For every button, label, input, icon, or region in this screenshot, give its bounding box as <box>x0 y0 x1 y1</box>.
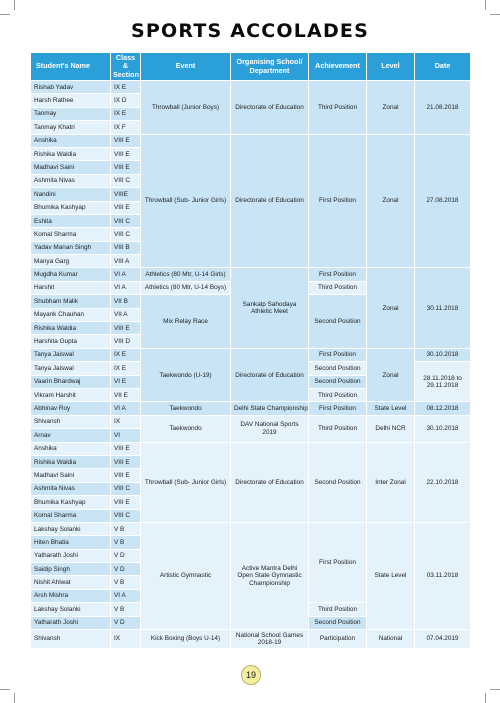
class-section: VI A <box>111 281 141 294</box>
table-row <box>31 134 471 147</box>
class-section: VI A <box>111 402 141 415</box>
student-name: Saidip Singh <box>31 563 111 576</box>
class-section: VIII E <box>111 134 141 147</box>
header-level: Level <box>367 53 415 81</box>
class-section: VI A <box>111 589 141 602</box>
crop-mark <box>485 0 486 10</box>
achievement-cell: Second Position <box>309 295 367 349</box>
class-section: VIII E <box>111 147 141 160</box>
date-cell: 21.08.2018 <box>415 81 471 135</box>
class-section: IX D <box>111 94 141 107</box>
header-date: Date <box>415 53 471 81</box>
header-event: Event <box>141 53 231 81</box>
student-name: Komal Sharma <box>31 228 111 241</box>
organiser-cell: Directorate of Education <box>231 442 309 522</box>
student-name: Tanmay Khatri <box>31 121 111 134</box>
level-cell: Zonal <box>367 81 415 135</box>
student-name: Yatharath Joshi <box>31 549 111 562</box>
header-organising: Organising School/ Department <box>231 53 309 81</box>
achievement-cell: Second Position <box>309 375 367 388</box>
table-row <box>31 81 471 94</box>
student-name: Tanya Jaiswal <box>31 348 111 361</box>
class-section: VIII C <box>111 482 141 495</box>
class-section: V B <box>111 603 141 616</box>
achievement-cell: Third Position <box>309 415 367 442</box>
event-cell: Taekwondo <box>141 415 231 442</box>
crop-mark <box>0 14 10 15</box>
page-title: SPORTS ACCOLADES <box>131 20 369 42</box>
class-section: IX E <box>111 107 141 120</box>
page-number-badge: 19 <box>241 665 261 685</box>
class-section: VI E <box>111 375 141 388</box>
student-name: Vaarin Bhardwaj <box>31 375 111 388</box>
event-cell: Throwball (Junior Boys) <box>141 81 231 135</box>
student-name: Shubham Malik <box>31 295 111 308</box>
class-section: IX F <box>111 121 141 134</box>
class-section: V D <box>111 549 141 562</box>
student-name: Yadav Manan Singh <box>31 241 111 254</box>
header-student-name: Student's Name <box>31 53 111 81</box>
class-section: VIII E <box>111 442 141 455</box>
achievement-cell: Third Position <box>309 281 367 294</box>
crop-mark <box>490 689 500 690</box>
student-name: Lakshay Solanki <box>31 603 111 616</box>
date-cell: 03.11.2018 <box>415 522 471 629</box>
organiser-cell: DAV National Sports 2019 <box>231 415 309 442</box>
table-row <box>31 402 471 415</box>
student-name: Abhinav Roy <box>31 402 111 415</box>
date-cell: 30.11.2018 <box>415 268 471 348</box>
student-name: Harshita Gupta <box>31 335 111 348</box>
class-section: V B <box>111 522 141 535</box>
student-name: Rishika Waldia <box>31 455 111 468</box>
class-section: VIII E <box>111 322 141 335</box>
student-name: Eshita <box>31 214 111 227</box>
level-cell: State Level <box>367 522 415 629</box>
class-section: VIII D <box>111 335 141 348</box>
event-cell: Athletics (80 Mtr, U-14 Girls) <box>141 268 231 281</box>
organiser-cell: Sankalp Sahodaya Athletic Meet <box>231 268 309 348</box>
student-name: Mayank Chauhan <box>31 308 111 321</box>
table-header-row <box>31 53 471 81</box>
student-name: Nishit Ahlwat <box>31 576 111 589</box>
level-cell: Delhi NCR <box>367 415 415 442</box>
student-name: Komal Sharma <box>31 509 111 522</box>
crop-mark <box>0 689 10 690</box>
event-cell: Taekwondo (U-19) <box>141 348 231 402</box>
achievement-cell: Third Position <box>309 81 367 135</box>
class-section: IX E <box>111 362 141 375</box>
event-cell: Artistic Gymnastic <box>141 522 231 629</box>
class-section: VII A <box>111 308 141 321</box>
student-name: Vikram Harshit <box>31 388 111 401</box>
achievement-cell: Participation <box>309 630 367 649</box>
class-section: VIII C <box>111 228 141 241</box>
organiser-cell: Directorate of Education <box>231 134 309 268</box>
student-name: Madhavi Saini <box>31 469 111 482</box>
student-name: Tanya Jaiswal <box>31 362 111 375</box>
date-cell: 27.08.2018 <box>415 134 471 268</box>
level-cell: State Level <box>367 402 415 415</box>
level-cell: Zonal <box>367 134 415 268</box>
achievement-cell: Second Position <box>309 616 367 629</box>
class-section: VIIIE <box>111 188 141 201</box>
organiser-cell: National School Games 2018-19 <box>231 630 309 649</box>
student-name: Anshika <box>31 442 111 455</box>
student-name: Harshit <box>31 281 111 294</box>
achievement-cell: First Position <box>309 402 367 415</box>
event-cell: Athletics (80 Mtr, U-14 Boys) <box>141 281 231 294</box>
student-name: Anshika <box>31 134 111 147</box>
class-section: VIII C <box>111 509 141 522</box>
student-name: Mugdha Kumar <box>31 268 111 281</box>
crop-mark <box>490 14 500 15</box>
class-section: VIII E <box>111 455 141 468</box>
class-section: VIII A <box>111 255 141 268</box>
event-cell: Kick Boxing (Boys U-14) <box>141 630 231 649</box>
achievement-cell: Second Position <box>309 442 367 522</box>
student-name: Lakshay Solanki <box>31 522 111 535</box>
achievement-cell: First Position <box>309 268 367 281</box>
class-section: IX <box>111 415 141 428</box>
table-row <box>31 268 471 281</box>
student-name: Yatharath Joshi <box>31 616 111 629</box>
date-cell: 07.04.2019 <box>415 630 471 649</box>
student-name: Hiten Bhatia <box>31 536 111 549</box>
date-cell: 30.10.2018 <box>415 415 471 442</box>
student-name: Tanmay <box>31 107 111 120</box>
achievement-cell: Third Position <box>309 603 367 616</box>
achievement-cell: First Position <box>309 134 367 268</box>
student-name: Ashmita Nivas <box>31 482 111 495</box>
class-section: VIII C <box>111 214 141 227</box>
date-cell: 22.10.2018 <box>415 442 471 522</box>
student-name: Harsh Rathee <box>31 94 111 107</box>
student-name: Arsh Mishra <box>31 589 111 602</box>
class-section: IX E <box>111 348 141 361</box>
student-name: Nandini <box>31 188 111 201</box>
student-name: Rishika Waldia <box>31 322 111 335</box>
accolades-table <box>30 52 471 649</box>
class-section: V D <box>111 616 141 629</box>
class-section: VIII E <box>111 496 141 509</box>
student-name: Rishika Waldia <box>31 147 111 160</box>
header-class-section: Class & Section <box>111 53 141 81</box>
organiser-cell: Directorate of Education <box>231 81 309 135</box>
header-achievement: Achievement <box>309 53 367 81</box>
table-row <box>31 442 471 455</box>
event-cell: Throwball (Sub- Junior Girls) <box>141 134 231 268</box>
student-name: Madhavi Saini <box>31 161 111 174</box>
event-cell: Throwball (Sub- Junior Girls) <box>141 442 231 522</box>
date-cell: 30.10.2018 <box>415 348 471 361</box>
class-section: VIII E <box>111 201 141 214</box>
table-row <box>31 630 471 649</box>
organiser-cell: Active Mantra Delhi Open State Gymnastic Championship <box>231 522 309 629</box>
student-name: Shivansh <box>31 630 111 649</box>
achievement-cell: Second Position <box>309 362 367 375</box>
class-section: VIII C <box>111 174 141 187</box>
organiser-cell: Directorate of Education <box>231 348 309 402</box>
student-name: Bhumika Kashyap <box>31 496 111 509</box>
student-name: Bhumika Kashyap <box>31 201 111 214</box>
achievement-cell: Third Position <box>309 388 367 401</box>
student-name: Shivansh <box>31 415 111 428</box>
crop-mark <box>485 693 486 703</box>
date-cell: 08.12.2018 <box>415 402 471 415</box>
level-cell: Zonal <box>367 348 415 402</box>
student-name: Manya Garg <box>31 255 111 268</box>
student-name: Ashmita Nivas <box>31 174 111 187</box>
class-section: VIII E <box>111 469 141 482</box>
class-section: IX E <box>111 81 141 94</box>
class-section: VIII E <box>111 161 141 174</box>
student-name: Rishab Yadav <box>31 81 111 94</box>
level-cell: Inter Zonal <box>367 442 415 522</box>
crop-mark <box>14 0 15 10</box>
event-cell: Mix Relay Race <box>141 295 231 349</box>
class-section: V B <box>111 536 141 549</box>
class-section: V B <box>111 576 141 589</box>
level-cell: Zonal <box>367 268 415 348</box>
class-section: VII E <box>111 388 141 401</box>
event-cell: Taekwondo <box>141 402 231 415</box>
class-section: V D <box>111 563 141 576</box>
class-section: VII B <box>111 295 141 308</box>
achievement-cell: First Position <box>309 348 367 361</box>
table-row <box>31 348 471 361</box>
class-section: IX <box>111 630 141 649</box>
student-name: Arnav <box>31 429 111 442</box>
class-section: VIII B <box>111 241 141 254</box>
class-section: VI <box>111 429 141 442</box>
class-section: VI A <box>111 268 141 281</box>
table-row <box>31 522 471 535</box>
date-cell: 28.11.2018 to 29.11.2018 <box>415 362 471 402</box>
achievement-cell: First Position <box>309 522 367 602</box>
level-cell: National <box>367 630 415 649</box>
accolades-table-container <box>30 52 470 649</box>
crop-mark <box>14 693 15 703</box>
organiser-cell: Delhi State Championship <box>231 402 309 415</box>
table-row <box>31 415 471 428</box>
